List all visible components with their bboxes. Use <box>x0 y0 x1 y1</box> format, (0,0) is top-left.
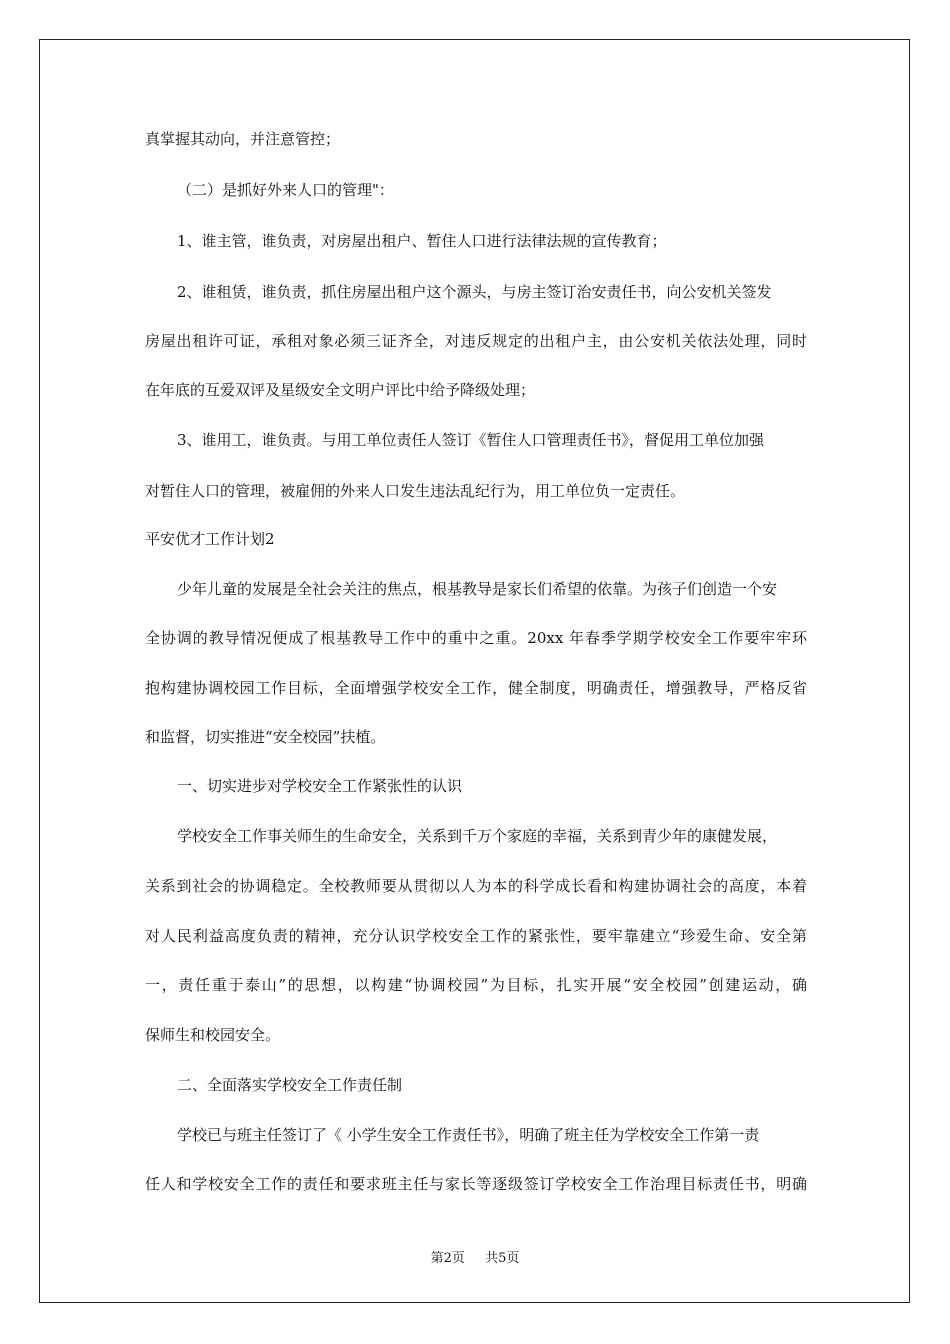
paragraph-line: 和监督，切实推进“安全校园”扶植。 <box>145 728 386 746</box>
paragraph-line: 对人民利益高度负责的精神，充分认识学校安全工作的紧张性，要牢靠建立“珍爱生命、安全第 <box>145 927 807 945</box>
section-heading: 二、全面落实学校安全工作责任制 <box>177 1076 403 1094</box>
paragraph-line: 关系到社会的协调稳定。全校教师要从贯彻以人为本的科学成长看和构建协调社会的高度，本着 <box>145 877 807 895</box>
paragraph-line: 真掌握其动向，并注意管控； <box>145 130 341 148</box>
document-title: 平安优才工作计划2 <box>145 530 275 548</box>
page-number: 第2页 <box>430 1251 465 1266</box>
paragraph-line: 房屋出租许可证，承租对象必须三证齐全，对违反规定的出租户主，由公安机关依法处理，同时 <box>145 332 807 350</box>
paragraph-line: 学校安全工作事关师生的生命安全，关系到千万个家庭的幸福，关系到青少年的康健发展， <box>177 827 778 845</box>
paragraph-line: 抱构建协调校园工作目标，全面增强学校安全工作，健全制度，明确责任，增强教导，严格反省 <box>145 679 807 697</box>
paragraph-line: 学校已与班主任签订了《 小学生安全工作责任书》，明确了班主任为学校安全工作第一责 <box>177 1126 760 1144</box>
section-heading: （二）是抓好外来人口的管理"： <box>177 181 394 199</box>
paragraph-line: 2、谁租赁，谁负责，抓住房屋出租户这个源头，与房主签订治安责任书，向公安机关签发 <box>177 283 772 301</box>
page-total: 共5页 <box>485 1251 520 1266</box>
paragraph-line: 一，责任重于泰山”的思想，以构建“协调校园”为目标，扎实开展“安全校园”创建运动，确 <box>145 976 807 994</box>
paragraph-line: 1、谁主管，谁负责，对房屋出租户、暂住人口进行法律法规的宣传教育； <box>177 232 667 250</box>
paragraph-line: 对暂住人口的管理，被雇佣的外来人口发生违法乱纪行为，用工单位负一定责任。 <box>145 482 686 500</box>
paragraph-line: 在年底的互爱双评及星级安全文明户评比中给予降级处理； <box>145 381 536 399</box>
paragraph-line: 3、谁用工，谁负责。与用工单位责任人签订《暂住人口管理责任书》，督促用工单位加强 <box>177 431 765 449</box>
section-heading: 一、切实进步对学校安全工作紧张性的认识 <box>177 777 463 795</box>
paragraph-line: 保师生和校园安全。 <box>145 1026 281 1044</box>
page-border <box>39 39 910 1303</box>
page-footer <box>0 1247 950 1266</box>
paragraph-line: 全协调的教导情况便成了根基教导工作中的重中之重。20xx 年春季学期学校安全工作要牢牢环 <box>145 629 807 647</box>
paragraph-line: 任人和学校安全工作的责任和要求班主任与家长等逐级签订学校安全工作治理目标责任书，明确 <box>145 1175 807 1193</box>
paragraph-line: 少年儿童的发展是全社会关注的焦点，根基教导是家长们希望的依靠。为孩子们创造一个安 <box>177 580 778 598</box>
